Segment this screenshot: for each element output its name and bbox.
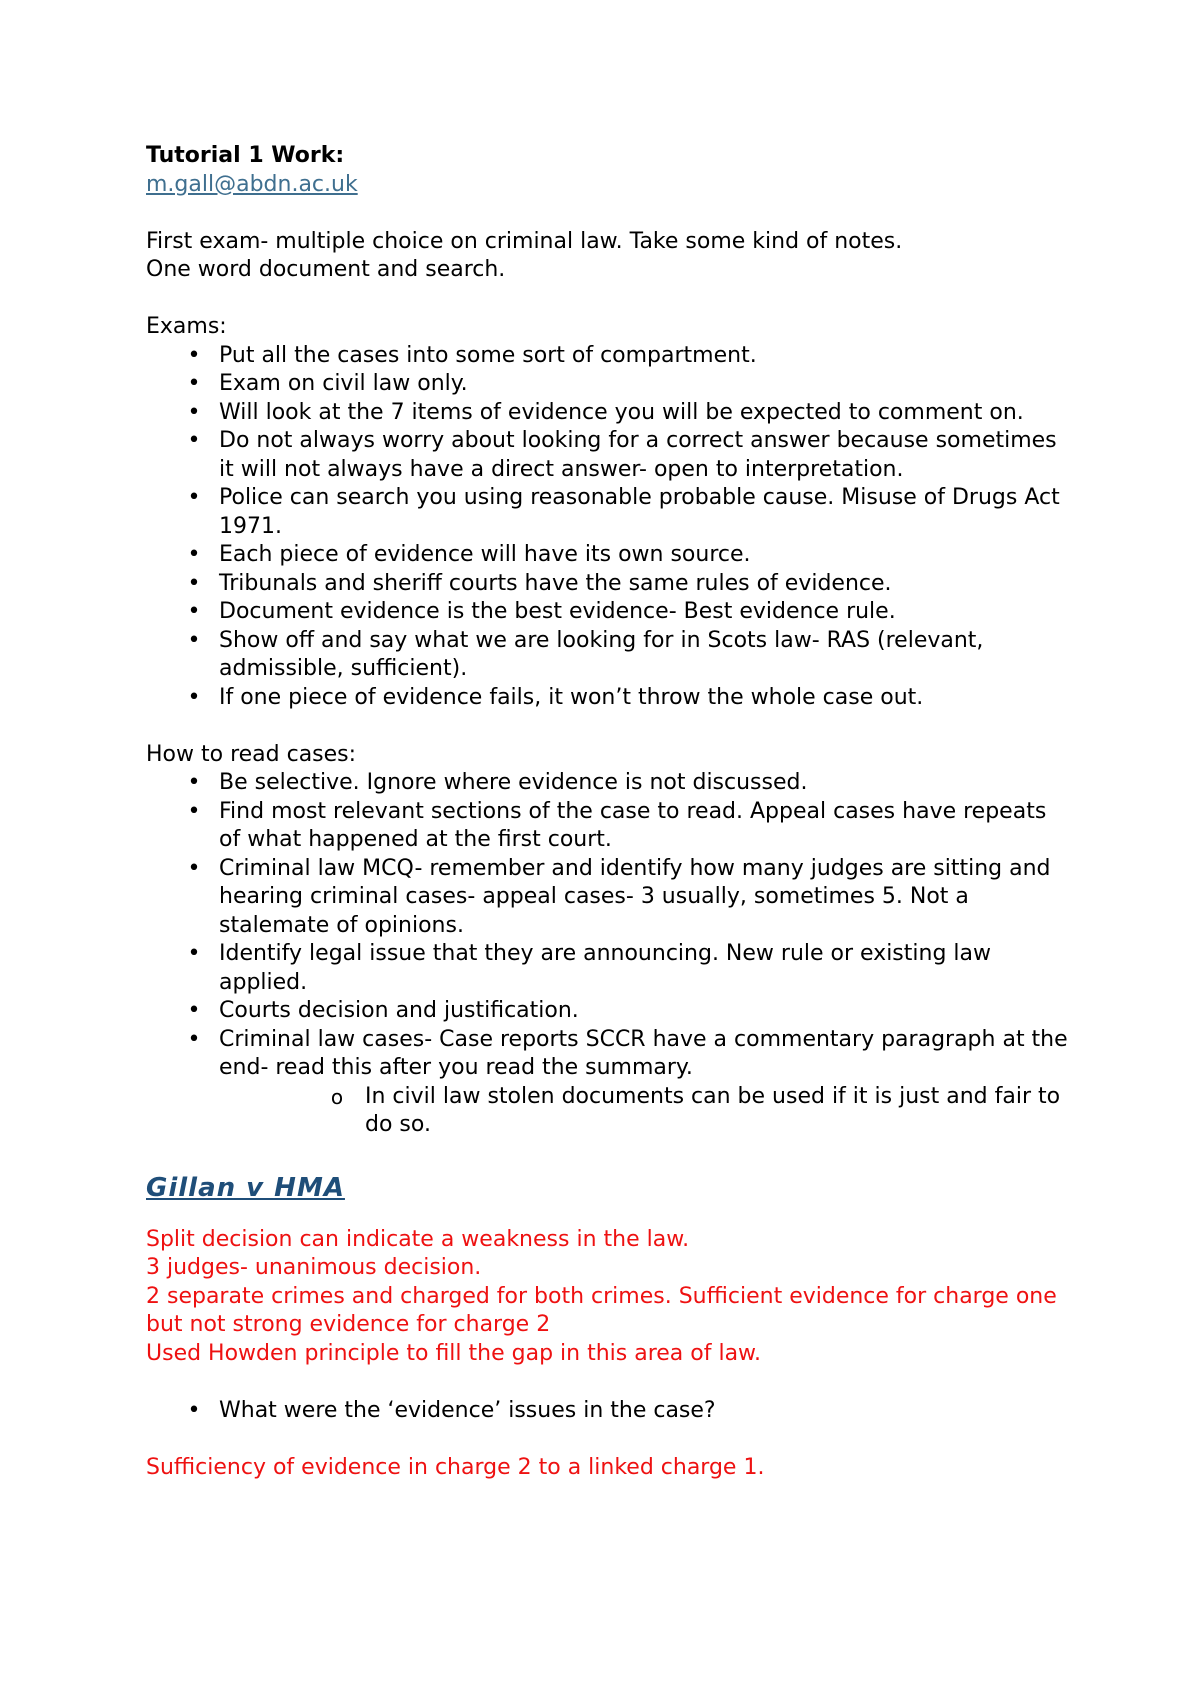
case-note-line: 2 separate crimes and charged for both crimes. Sufficient evidence for charge one but not strong evidence for charge 2 <box>146 1283 1057 1337</box>
list-item: • Exam on civil law only. <box>146 370 1070 399</box>
bullet-icon: • <box>187 1026 201 1052</box>
list-item: • Tribunals and sheriff courts have the same rules of evidence. <box>146 570 1070 599</box>
exams-label: Exams: <box>146 314 227 339</box>
question-text: What were the ‘evidence’ issues in the case? <box>219 1397 716 1423</box>
list-item <box>146 1397 1070 1426</box>
case-note-line: Split decision can indicate a weakness in the law. <box>146 1226 690 1252</box>
sub-list <box>219 1083 1070 1140</box>
intro-line: One word document and search. <box>146 257 506 282</box>
bullet-icon: • <box>187 998 201 1023</box>
bullet-icon: • <box>187 798 201 824</box>
list-item: • Identify legal issue that they are announcing. New rule or existing law applied. <box>146 940 1070 997</box>
bullet-icon: • <box>187 684 201 710</box>
list-item: • Police can search you using reasonable probable cause. Misuse of Drugs Act 1971. <box>146 484 1070 541</box>
bullet-icon: • <box>187 542 201 567</box>
list-item: • Find most relevant sections of the case to read. Appeal cases have repeats of what happened at the first court. <box>146 798 1070 855</box>
list-item: • Do not always worry about looking for a correct answer because sometimes it will not always have a direct answer- open to interpretation. <box>146 427 1070 484</box>
bullet-icon: • <box>187 428 201 453</box>
email-link[interactable]: m.gall@abdn.ac.uk <box>146 171 358 197</box>
read-cases-list <box>146 769 1070 1140</box>
bullet-icon: • <box>187 770 201 795</box>
bullet-icon: • <box>187 342 201 368</box>
list-item: • Will look at the 7 items of evidence you will be expected to comment on. <box>146 399 1070 428</box>
question-list <box>146 1397 1070 1426</box>
case-heading: Gillan v HMA <box>146 1172 345 1203</box>
read-cases-label: How to read cases: <box>146 741 357 767</box>
list-item: • Courts decision and justification. <box>146 997 1070 1026</box>
list-item: • Criminal law cases- Case reports SCCR have a commentary paragraph at the end- read this after you read the summary. o In civil law stolen documents can be used if it is just and fair to do so. <box>146 1026 1070 1140</box>
bullet-icon: • <box>187 627 201 653</box>
case-note-line: Used Howden principle to fill the gap in this area of law. <box>146 1340 762 1366</box>
bullet-icon: • <box>187 399 201 425</box>
answer-text: Sufficiency of evidence in charge 2 to a linked charge 1. <box>146 1454 765 1480</box>
bullet-icon: • <box>187 855 201 881</box>
exams-list <box>146 342 1070 713</box>
case-note-line: 3 judges- unanimous decision. <box>146 1255 482 1280</box>
bullet-icon: • <box>187 941 201 966</box>
list-item: • Document evidence is the best evidence- Best evidence rule. <box>146 598 1070 627</box>
intro-line: First exam- multiple choice on criminal law. Take some kind of notes. <box>146 228 903 254</box>
doc-title: Tutorial 1 Work: <box>146 143 345 168</box>
bullet-icon: • <box>187 599 201 624</box>
bullet-icon: • <box>187 1397 201 1423</box>
bullet-icon: • <box>187 570 201 596</box>
list-item: • Put all the cases into some sort of compartment. <box>146 342 1070 371</box>
list-item: • Show off and say what we are looking for in Scots law- RAS (relevant, admissible, sufficient). <box>146 627 1070 684</box>
bullet-icon: • <box>187 371 201 396</box>
list-item: • If one piece of evidence fails, it won’t throw the whole case out. <box>146 684 1070 713</box>
list-item: • Each piece of evidence will have its own source. <box>146 541 1070 570</box>
bullet-icon: • <box>187 485 201 510</box>
sub-list-item: o In civil law stolen documents can be used if it is just and fair to do so. <box>219 1083 1070 1140</box>
circle-bullet-icon: o <box>330 1084 344 1109</box>
list-item: • Criminal law MCQ- remember and identify how many judges are sitting and hearing criminal cases- appeal cases- 3 usually, sometimes 5. Not a stalemate of opinions. <box>146 855 1070 941</box>
list-item: • Be selective. Ignore where evidence is not discussed. <box>146 769 1070 798</box>
